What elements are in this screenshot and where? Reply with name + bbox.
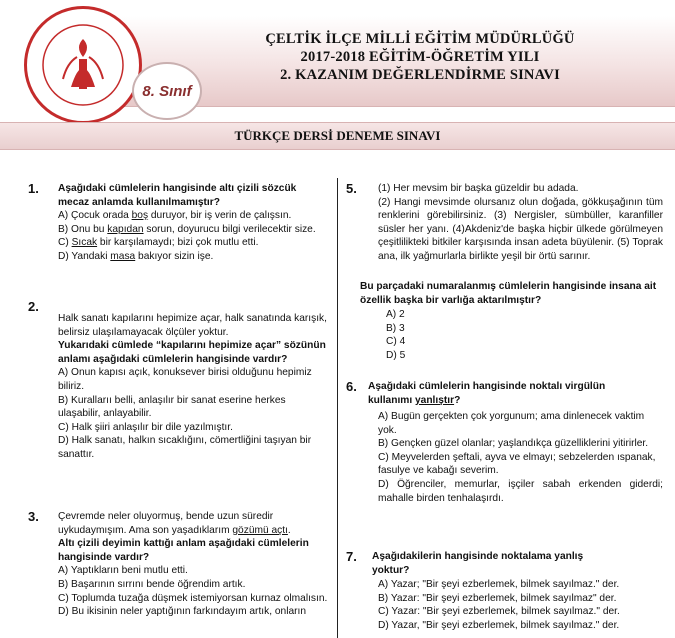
option-c[interactable]: [58, 236, 328, 250]
question-number: 3.: [28, 509, 39, 524]
underlined-word: yanlıştır: [415, 394, 455, 406]
option-b[interactable]: B) Kurallarıı belli, anlaşılır bir sanat eserine herkes ulaşabilir, anlayabilir.: [58, 394, 286, 420]
underlined-word: Sıcak: [71, 237, 98, 249]
stem-text: Aşağıdaki cümlelerin hangisinde noktalı virgülün kullanımı: [368, 381, 606, 406]
option-text: duruyor, bir iş verin de çalışsın.: [148, 210, 292, 222]
question-number: 2.: [28, 299, 39, 314]
option-b[interactable]: B) Gençken güzel olanlar; yaşlandıkça güzelliklerini yitirirler.: [378, 438, 649, 450]
exam-subtitle: TÜRKÇE DERSİ DENEME SINAVI: [0, 122, 675, 150]
question-stem: Bu parçadaki numaralanmış cümlelerin hangisinde insana ait özellik başka bir varlığa aktarılmıştır?: [360, 281, 657, 306]
option-a[interactable]: A) Yaptıkların beni mutlu etti.: [58, 565, 188, 577]
option-a[interactable]: A) 2: [386, 309, 405, 320]
option-text: D) Yandaki: [58, 250, 111, 262]
question-stem: Yukarıdaki cümlede “kapılarını hepimize açar” sözünün anlamı aşağıdaki cümlelerin hangisinde vardır?: [58, 340, 326, 365]
option-text: C): [58, 237, 72, 249]
question-stem: Aşağıdakilerin hangisinde noktalama yanlış yoktur?: [372, 551, 584, 576]
option-b[interactable]: [58, 223, 328, 237]
option-c[interactable]: C) Halk şiiri anlaşılır bir dile yazılmıştır.: [58, 421, 233, 433]
option-a[interactable]: A) Yazar; "Bir şeyi ezberlemek, bilmek sayılmaz." der.: [378, 579, 620, 590]
question-text: [58, 510, 328, 537]
option-c[interactable]: C) Meyvelerden şeftali, ayva ve elmayı; sebzelerden ıspanak, fasulye ve kabağı severim.: [378, 451, 656, 477]
header-line-3: 2. KAZANIM DEĞERLENDİRME SINAVI: [280, 67, 560, 83]
text-part: Çevremde neler oluyormuş, bende uzun süredir uykudaymışım. Ama son yaşadıklarım: [58, 511, 274, 536]
option-d[interactable]: D) Halk sanatı, halkın sıcaklığını, cömertliğini taşıyan bir sanattır.: [58, 435, 312, 460]
sentence-1: (1) Her mevsim bir başka güzeldir bu adada.: [378, 183, 579, 194]
question-number: 5.: [346, 181, 357, 196]
option-b[interactable]: B) Başarının sırrını bende öğrendim artık.: [58, 578, 246, 590]
logo-seal-icon: [27, 9, 145, 127]
sentences-2-5: (2) Hangi mevsimde olursanız olun doğada, gökkuşağının tüm renklerini görebilirsiniz. (3) Nergisler, sümbüller, karanfiller süsler her yanı. (4)Akdeniz'de başka hiçbir ülkede görülmeyen çeşitlilikteki bitkiler karşısında insan adeta büyülenir. (5) Toprak ana, ilk yağmurlarla birlikte yeşil bir örtü sarınır.: [378, 196, 663, 262]
question-stem: Altı çizili deyimin kattığı anlam aşağıdaki cümlelerin hangisinde vardır?: [58, 538, 309, 563]
question-options: [378, 410, 663, 505]
option-d[interactable]: [58, 250, 328, 264]
question-stem: Aşağıdaki cümlelerin hangisinde altı çizili sözcük mecaz anlamda kullanılmamıştır?: [58, 183, 297, 208]
text-part: .: [287, 524, 291, 536]
question-stem: [368, 380, 638, 407]
option-d[interactable]: D) Bu ikisinin neler yaptığının farkındayım artık, onların: [58, 606, 307, 618]
option-c[interactable]: C) Yazar: "Bir şeyi ezberlemek, bilmek sayılmaz." der.: [378, 606, 620, 618]
option-c[interactable]: C) 4: [386, 336, 406, 348]
option-text: B) Onu bu: [58, 223, 108, 235]
option-a[interactable]: [58, 209, 328, 223]
question-body: [378, 182, 663, 264]
meb-logo: [24, 6, 142, 124]
underlined-word: boş: [131, 210, 149, 222]
question-body: [58, 312, 328, 462]
option-text: sorun, doyurucu bilgi verilecektir size.: [143, 223, 316, 235]
option-b[interactable]: B) 3: [386, 322, 405, 334]
header-title-block: [190, 30, 650, 84]
option-b[interactable]: B) Yazar: "Bir şeyi ezberlemek, bilmek sayılmaz" der.: [378, 592, 617, 604]
option-a[interactable]: A) Bugün gerçekten çok yorgunum; ama dinlenecek vaktim yok.: [378, 411, 645, 436]
option-text: bakıyor sizin işe.: [135, 250, 214, 262]
question-text: Halk sanatı kapılarını hepimize açar, halk sanatında karışık, belirsiz ulaşılamayacak ölçüler yoktur.: [58, 313, 327, 338]
header-line-1: ÇELTİK İLÇE MİLLİ EĞİTİM MÜDÜRLÜĞÜ: [265, 31, 575, 47]
underlined-word: kapıdan: [107, 223, 144, 235]
option-text: bir karşılamaydı; bizi çok mutlu etti.: [97, 237, 259, 249]
underlined-word: masa: [110, 250, 136, 262]
question-body: [58, 510, 328, 619]
stem-text: ?: [454, 394, 461, 406]
option-d[interactable]: D) Yazar, "Bir şeyi ezberlemek, bilmek sayılmaz." der.: [378, 619, 620, 631]
page-header: [0, 0, 675, 122]
underlined-phrase: gözümü açtı: [232, 524, 288, 536]
question-options: [378, 578, 668, 632]
option-d[interactable]: D) 5: [386, 349, 406, 361]
question-options: [386, 308, 586, 362]
option-a[interactable]: A) Onun kapısı açık, konuksever birisi olduğunu hepimiz biliriz.: [58, 367, 312, 392]
question-body: [58, 182, 328, 264]
option-text: A) Çocuk orada: [58, 210, 132, 222]
option-d[interactable]: D) Öğrenciler, memurlar, işçiler sabah erkenden giderdi; mahalle birden tenhalaşırdı.: [378, 478, 663, 504]
question-number: 1.: [28, 181, 39, 196]
option-c[interactable]: C) Toplumda tuzağa düşmek istemiyorsan kurnaz olmalısın.: [58, 592, 328, 604]
column-divider: [337, 178, 338, 638]
question-number: 7.: [346, 549, 357, 564]
grade-badge: 8. Sınıf: [132, 62, 202, 120]
question-number: 6.: [346, 379, 357, 394]
header-line-2: 2017-2018 EĞİTİM-ÖĞRETİM YILI: [300, 49, 540, 65]
